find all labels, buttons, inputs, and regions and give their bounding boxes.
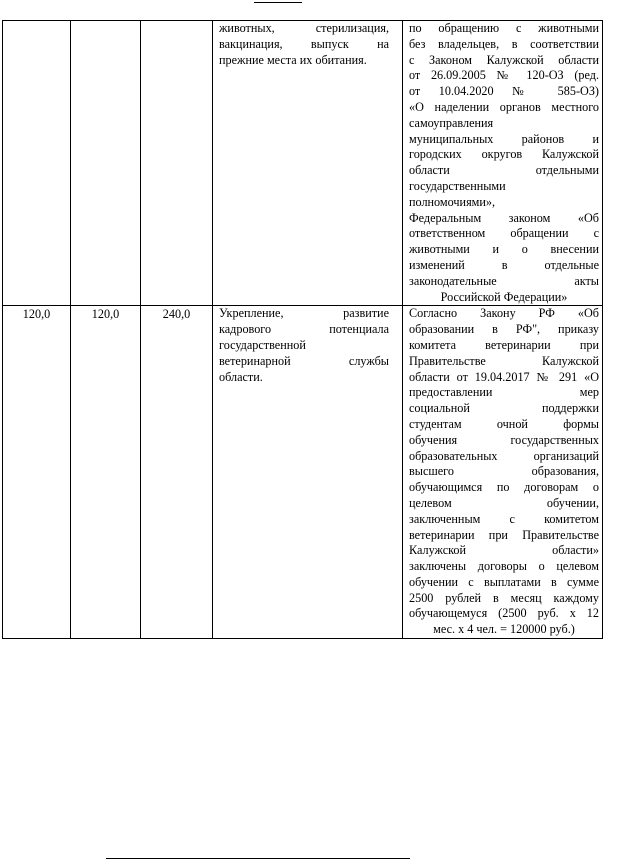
basis-line: высшего образования, [409,464,599,479]
basis-line: области отдельными [409,163,599,178]
basis-line: с Законом Калужской области [409,52,599,67]
cell-col3-value: 240,0 [141,306,213,639]
cell-basis [403,306,603,639]
measure-line: государственной [219,337,306,352]
basis-line: от 10.04.2020 № 585-ОЗ) [409,84,599,99]
basis-line: комитета ветеринарии при [409,337,599,352]
cell-col3 [141,21,213,306]
basis-line: без владельцев, в соответствии [409,36,599,51]
measure-line: Укрепление, развитие [219,306,389,321]
cell-basis [403,21,603,306]
cell-col1-value: 120,0 [3,306,71,639]
basis-line: обучающемуся (2500 руб. х 12 [409,606,599,621]
basis-line: обучении с выплатами в сумме [409,574,599,589]
basis-line: заключенным с комитетом [409,511,599,526]
cell-col1 [3,21,71,306]
basis-line: городских округов Калужской [409,147,599,162]
basis-line: Федеральным законом «Об [409,210,599,225]
basis-line: полномочиями», [409,194,496,209]
top-rule [254,2,302,3]
cell-col2 [71,21,141,306]
basis-line: Калужской области» [409,543,599,558]
basis-line: Согласно Закону РФ «Об [409,306,599,321]
basis-line: образовании в РФ", приказу [409,322,599,337]
basis-line: муниципальных районов и [409,131,599,146]
basis-line: самоуправления [409,115,494,130]
basis-line: обучения государственных [409,432,599,447]
cell-measure [213,306,403,639]
basis-line: «О наделении органов местного [409,99,599,114]
basis-line: ответственном обращении с [409,226,599,241]
measure-line: животных, стерилизация, [219,21,389,35]
basis-line: животными и о внесении [409,242,599,257]
basis-line: Российской Федерации» [440,289,568,304]
table-row-continued [3,21,603,306]
budget-table [2,20,603,639]
basis-line: студентам очной формы [409,416,599,431]
measure-line: ветеринарной службы [219,353,389,368]
basis-line: социальной поддержки [409,401,599,416]
basis-line: законодательные акты [409,273,599,288]
basis-line: целевом обучении, [409,495,599,510]
measure-line: вакцинация, выпуск на [219,36,389,51]
basis-line: 2500 рублей в месяц каждому [409,590,599,605]
measure-line: прежние места их обитания. [219,52,367,67]
measure-line: кадрового потенциала [219,322,389,337]
basis-line: Правительстве Калужской [409,353,599,368]
basis-line: заключены договоры о целевом [409,559,599,574]
bottom-rule [106,858,410,859]
table-row [3,306,603,639]
cell-col2-value: 120,0 [71,306,141,639]
basis-line: изменений в отдельные [409,257,599,272]
basis-line: обучающимся по договорам о [409,480,599,495]
basis-line: по обращению с животными [409,21,599,35]
basis-line: ветеринарии при Правительстве [409,527,599,542]
cell-measure [213,21,403,306]
measure-line: области. [219,369,263,384]
basis-line: образовательных организаций [409,448,599,463]
basis-line: предоставлении мер [409,385,599,400]
basis-line: области от 19.04.2017 № 291 «О [409,369,599,384]
basis-line: государственными [409,178,506,193]
basis-line: мес. х 4 чел. = 120000 руб.) [433,622,575,637]
basis-line: от 26.09.2005 № 120-ОЗ (ред. [409,68,599,83]
